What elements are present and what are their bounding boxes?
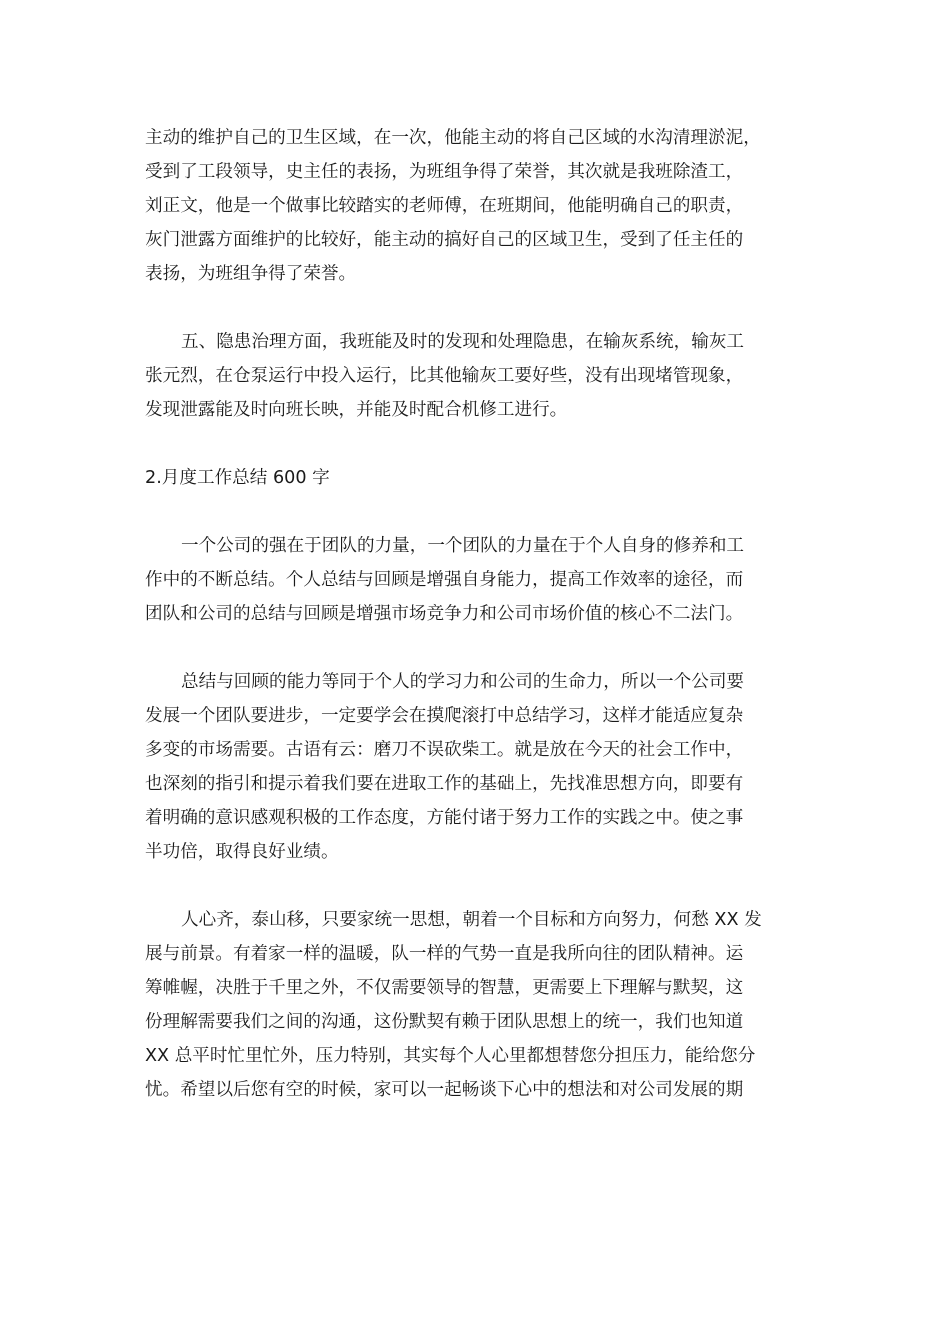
text-line: 发展一个团队要进步，一定要学会在摸爬滚打中总结学习，这样才能适应复杂 (145, 706, 744, 726)
paragraph (145, 903, 807, 1107)
text-line: 作中的不断总结。个人总结与回顾是增强自身能力，提高工作效率的途径，而 (145, 570, 744, 590)
paragraph-spacer (145, 291, 807, 325)
text-line: 展与前景。有着家一样的温暖，队一样的气势一直是我所向往的团队精神。运 (145, 944, 744, 964)
paragraph-spacer (145, 631, 807, 665)
text-line: 着明确的意识感观积极的工作态度，方能付诸于努力工作的实践之中。使之事 (145, 808, 744, 828)
document-body (145, 121, 807, 1107)
text-line: 刘正文，他是一个做事比较踏实的老师傅，在班期间，他能明确自己的职责， (145, 196, 744, 216)
text-line: 忧。希望以后您有空的时候，家可以一起畅谈下心中的想法和对公司发展的期 (145, 1080, 744, 1100)
text-line: 受到了工段领导，史主任的表扬，为班组争得了荣誉，其次就是我班除渣工， (145, 162, 744, 182)
text-line: 份理解需要我们之间的沟通，这份默契有赖于团队思想上的统一，我们也知道 (145, 1012, 744, 1032)
text-line: 多变的市场需要。古语有云：磨刀不误砍柴工。就是放在今天的社会工作中， (145, 740, 744, 760)
text-line: 一个公司的强在于团队的力量，一个团队的力量在于个人自身的修养和工 (181, 536, 745, 556)
text-line: 张元烈，在仓泵运行中投入运行，比其他输灰工要好些，没有出现堵管现象， (145, 366, 744, 386)
text-line: 也深刻的指引和提示着我们要在进取工作的基础上，先找准思想方向，即要有 (145, 774, 744, 794)
paragraph (145, 325, 807, 427)
text-line: 主动的维护自己的卫生区域，在一次，他能主动的将自己区域的水沟清理淤泥， (145, 128, 761, 148)
text-line: 半功倍，取得良好业绩。 (145, 842, 339, 862)
paragraph-spacer (145, 495, 807, 529)
text-line: 五、隐患治理方面，我班能及时的发现和处理隐患，在输灰系统，输灰工 (181, 332, 745, 352)
paragraph (145, 665, 807, 869)
text-line: 总结与回顾的能力等同于个人的学习力和公司的生命力，所以一个公司要 (181, 672, 745, 692)
section-heading (145, 461, 807, 495)
text-line: 表扬，为班组争得了荣誉。 (145, 264, 357, 284)
paragraph-spacer (145, 427, 807, 461)
text-line: 人心齐，泰山移，只要家统一思想，朝着一个目标和方向努力，何愁 XX 发 (181, 910, 762, 930)
text-line: XX 总平时忙里忙外，压力特别，其实每个人心里都想替您分担压力，能给您分 (145, 1046, 756, 1066)
paragraph (145, 529, 807, 631)
text-line: 筹帷幄，决胜于千里之外，不仅需要领导的智慧，更需要上下理解与默契，这 (145, 978, 744, 998)
paragraph (145, 121, 807, 291)
paragraph-spacer (145, 869, 807, 903)
text-line: 2.月度工作总结 600 字 (145, 468, 330, 488)
text-line: 团队和公司的总结与回顾是增强市场竞争力和公司市场价值的核心不二法门。 (145, 604, 744, 624)
text-line: 灰门泄露方面维护的比较好，能主动的搞好自己的区域卫生，受到了任主任的 (145, 230, 744, 250)
text-line: 发现泄露能及时向班长映，并能及时配合机修工进行。 (145, 400, 568, 420)
